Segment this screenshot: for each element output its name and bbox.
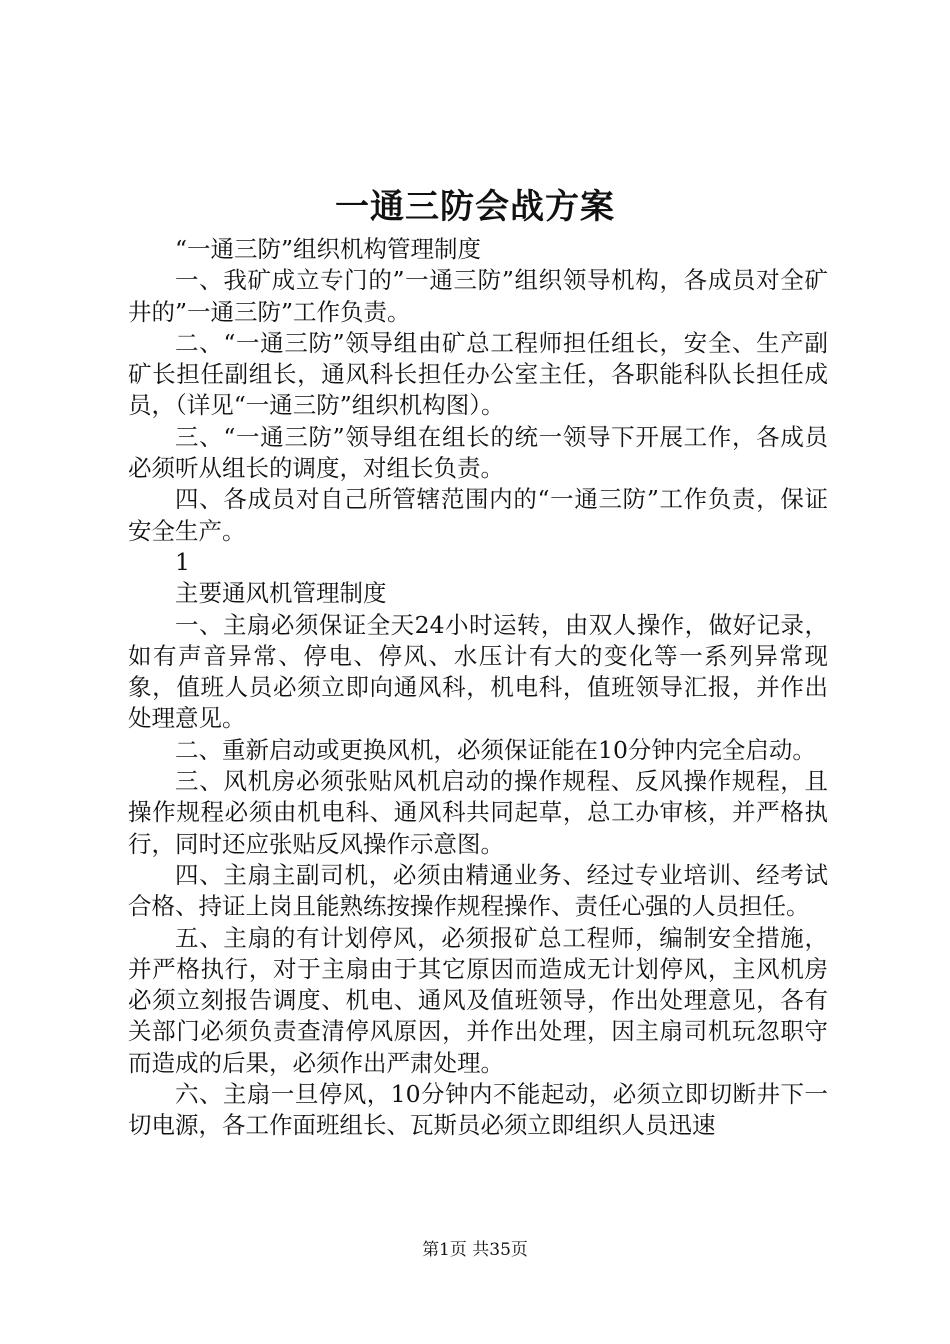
paragraph: 四、各成员对自己所管辖范围内的“一通三防”工作负责，保证安全生产。 [128, 485, 828, 545]
paragraph-number: 1 [175, 547, 190, 576]
paragraph: 二、“一通三防”领导组由矿总工程师担任组长，安全、生产副矿长担任副组长，通风科长担任办公室主任，各职能科队长担任成员，（详见“一通三防”组织机构图）。 [128, 328, 828, 420]
section-heading: “一通三防”组织机构管理制度 [175, 235, 482, 263]
paragraph: 二、重新启动或更换风机，必须保证能在10分钟内完全启动。 [175, 735, 816, 764]
paragraph: 三、风机房必须张贴风机启动的操作规程、反风操作规程，且操作规程必须由机电科、通风科共同起草，总工办审核，并严格执行，同时还应张贴反风操作示意图。 [128, 767, 828, 858]
paragraph: 五、主扇的有计划停风，必须报矿总工程师，编制安全措施，并严格执行，对于主扇由于其它原因而造成无计划停风，主风机房必须立刻报告调度、机电、通风及值班领导，作出处理意见，各有关部门必须负责查清停风原因，并作出处理，因主扇司机玩忽职守而造成的后果，必须作出严肃处理。 [128, 923, 828, 1077]
document-body [128, 234, 828, 1142]
paragraph: 一、我矿成立专门的”一通三防”组织领导机构，各成员对全矿井的”一通三防”工作负责。 [128, 266, 828, 326]
section-heading: 主要通风机管理制度 [175, 579, 387, 608]
document-title: 一通三防会战方案 [335, 187, 615, 227]
paragraph: 六、主扇一旦停风，10分钟内不能起动，必须立即切断井下一切电源，各工作面班组长、瓦斯员必须立即组织人员迅速 [128, 1080, 828, 1140]
paragraph: 四、主扇主副司机，必须由精通业务、经过专业培训、经考试合格、持证上岗且能熟练按操作规程操作、责任心强的人员担任。 [128, 860, 828, 921]
page-footer: 第1页 共35页 [422, 1240, 528, 1260]
paragraph: 一、主扇必须保证全天24小时运转，由双人操作，做好记录，如有声音异常、停电、停风、水压计有大的变化等一系列异常现象，值班人员必须立即向通风科，机电科，值班领导汇报，并作出处理意见。 [128, 610, 828, 733]
paragraph: 三、“一通三防”领导组在组长的统一领导下开展工作，各成员必须听从组长的调度，对组长负责。 [128, 422, 828, 483]
